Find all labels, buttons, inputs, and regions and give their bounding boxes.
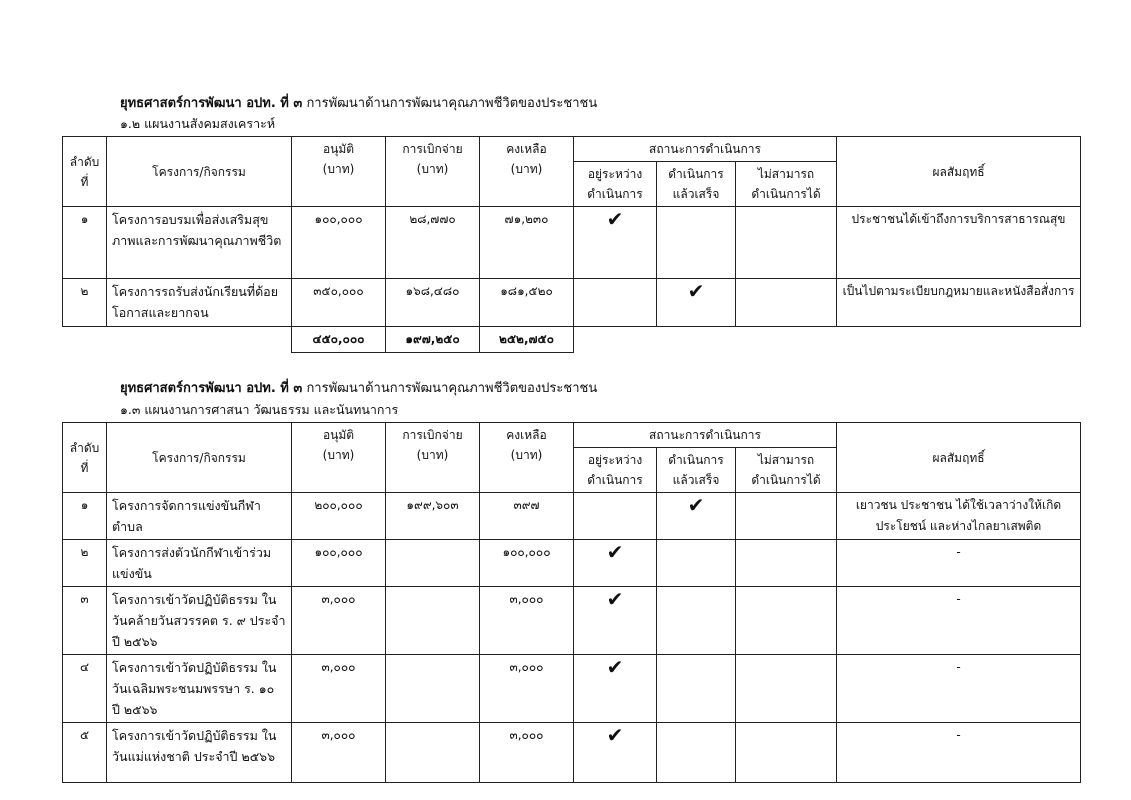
project-name: โครงการเข้าวัดปฏิบัติธรรม ในวันเฉลิมพระชนมพรรษา ร. ๑๐ ปี ๒๕๖๖	[107, 655, 292, 723]
col-completed: ดำเนินการ แล้วเสร็จ	[657, 448, 736, 493]
result: ประชาชนได้เข้าถึงการบริการสาธารณสุข	[837, 207, 1081, 279]
status-completed	[657, 723, 736, 783]
status-completed	[657, 207, 736, 279]
col-result: ผลสัมฤทธิ์	[837, 137, 1081, 207]
section2-title-rest: การพัฒนาด้านการพัฒนาคุณภาพชีวิตของประชาชน	[306, 381, 598, 396]
status-unable	[736, 723, 837, 783]
disbursed-amount	[386, 655, 480, 723]
table-social-welfare	[62, 136, 1081, 353]
col-status: สถานะการดำเนินการ	[574, 423, 837, 448]
project-name: โครงการส่งตัวนักกีฬาเข้าร่วมแข่งขัน	[107, 540, 292, 587]
row-number: ๔	[63, 655, 107, 723]
table-religion-culture	[62, 422, 1081, 783]
approved-amount: ๓๕๐,๐๐๐	[292, 279, 386, 327]
project-name: โครงการเข้าวัดปฏิบัติธรรม ในวันคล้ายวันสวรรคต ร. ๙ ประจำปี ๒๕๖๖	[107, 587, 292, 655]
remaining-amount: ๗๑,๒๓๐	[480, 207, 574, 279]
approved-amount: ๑๐๐,๐๐๐	[292, 540, 386, 587]
col-result: ผลสัมฤทธิ์	[837, 423, 1081, 493]
col-status: สถานะการดำเนินการ	[574, 137, 837, 162]
project-name: โครงการรถรับส่งนักเรียนที่ด้อยโอกาสและยากจน	[107, 279, 292, 327]
checkmark-icon: ✔	[606, 207, 624, 231]
checkmark-icon: ✔	[687, 493, 705, 517]
status-in-progress	[574, 587, 657, 655]
table-row	[63, 723, 1081, 783]
result: -	[837, 540, 1081, 587]
section1-heading	[120, 92, 597, 113]
status-unable	[736, 207, 837, 279]
project-name: โครงการเข้าวัดปฏิบัติธรรม ในวันแม่แห่งชาติ ประจำปี ๒๕๖๖	[107, 723, 292, 783]
status-completed	[657, 279, 736, 327]
remaining-amount: ๓,๐๐๐	[480, 655, 574, 723]
checkmark-icon: ✔	[687, 279, 705, 303]
total-spacer-right	[574, 327, 1081, 353]
approved-amount: ๓,๐๐๐	[292, 587, 386, 655]
checkmark-icon: ✔	[606, 587, 624, 611]
status-in-progress	[574, 493, 657, 540]
approved-amount: ๓,๐๐๐	[292, 723, 386, 783]
total-row	[63, 327, 1081, 353]
remaining-amount: ๓,๐๐๐	[480, 587, 574, 655]
checkmark-icon: ✔	[606, 655, 624, 679]
table-row	[63, 540, 1081, 587]
row-number: ๕	[63, 723, 107, 783]
checkmark-icon: ✔	[606, 540, 624, 564]
result: -	[837, 723, 1081, 783]
col-disbursed: การเบิกจ่าย (บาท)	[386, 423, 480, 493]
section2-heading	[120, 377, 597, 398]
col-project: โครงการ/กิจกรรม	[107, 423, 292, 493]
status-unable	[736, 587, 837, 655]
col-unable: ไม่สามารถ ดำเนินการได้	[736, 162, 837, 207]
status-completed	[657, 587, 736, 655]
remaining-amount: ๓๙๗	[480, 493, 574, 540]
result: -	[837, 655, 1081, 723]
total-remaining: ๒๕๒,๗๕๐	[480, 327, 574, 353]
approved-amount: ๓,๐๐๐	[292, 655, 386, 723]
approved-amount: ๒๐๐,๐๐๐	[292, 493, 386, 540]
status-unable	[736, 540, 837, 587]
status-in-progress	[574, 279, 657, 327]
project-name: โครงการอบรมเพื่อส่งเสริมสุขภาพและการพัฒนาคุณภาพชีวิต	[107, 207, 292, 279]
col-in-progress: อยู่ระหว่าง ดำเนินการ	[574, 162, 657, 207]
total-spacer	[63, 327, 292, 353]
table-row	[63, 279, 1081, 327]
disbursed-amount: ๑๖๘,๔๘๐	[386, 279, 480, 327]
col-project: โครงการ/กิจกรรม	[107, 137, 292, 207]
checkmark-icon: ✔	[606, 723, 624, 747]
col-completed: ดำเนินการ แล้วเสร็จ	[657, 162, 736, 207]
section2-title-bold: ยุทธศาสตร์การพัฒนา อปท. ที่ ๓	[120, 381, 303, 396]
disbursed-amount	[386, 587, 480, 655]
status-in-progress	[574, 540, 657, 587]
approved-amount: ๑๐๐,๐๐๐	[292, 207, 386, 279]
disbursed-amount	[386, 723, 480, 783]
status-in-progress	[574, 723, 657, 783]
row-number: ๓	[63, 587, 107, 655]
col-remaining: คงเหลือ (บาท)	[480, 423, 574, 493]
status-completed	[657, 540, 736, 587]
disbursed-amount: ๒๘,๗๗๐	[386, 207, 480, 279]
row-number: ๑	[63, 207, 107, 279]
result: -	[837, 587, 1081, 655]
status-in-progress	[574, 655, 657, 723]
table-row	[63, 207, 1081, 279]
result: เยาวชน ประชาชน ได้ใช้เวลาว่างให้เกิดประโยชน์ และห่างไกลยาเสพติด	[837, 493, 1081, 540]
col-disbursed: การเบิกจ่าย (บาท)	[386, 137, 480, 207]
remaining-amount: ๑๐๐,๐๐๐	[480, 540, 574, 587]
disbursed-amount	[386, 540, 480, 587]
remaining-amount: ๑๘๑,๕๒๐	[480, 279, 574, 327]
status-unable	[736, 493, 837, 540]
disbursed-amount: ๑๙๙,๖๐๓	[386, 493, 480, 540]
project-name: โครงการจัดการแข่งขันกีฬาตำบล	[107, 493, 292, 540]
col-unable: ไม่สามารถ ดำเนินการได้	[736, 448, 837, 493]
status-completed	[657, 655, 736, 723]
row-number: ๑	[63, 493, 107, 540]
section1-title-bold: ยุทธศาสตร์การพัฒนา อปท. ที่ ๓	[120, 96, 303, 111]
status-unable	[736, 655, 837, 723]
status-in-progress	[574, 207, 657, 279]
status-completed	[657, 493, 736, 540]
result: เป็นไปตามระเบียบกฎหมายและหนังสือสั่งการ	[837, 279, 1081, 327]
section2-plan: ๑.๓ แผนงานการศาสนา วัฒนธรรม และนันทนาการ	[120, 402, 399, 417]
remaining-amount: ๓,๐๐๐	[480, 723, 574, 783]
total-approved: ๔๕๐,๐๐๐	[292, 327, 386, 353]
table-row	[63, 655, 1081, 723]
table-row	[63, 587, 1081, 655]
table-row	[63, 493, 1081, 540]
section1-plan: ๑.๒ แผนงานสังคมสงเคราะห์	[120, 116, 276, 131]
row-number: ๒	[63, 279, 107, 327]
section1-title-rest: การพัฒนาด้านการพัฒนาคุณภาพชีวิตของประชาชน	[306, 96, 598, 111]
row-number: ๒	[63, 540, 107, 587]
col-no: ลำดับ ที่	[63, 137, 107, 207]
col-remaining: คงเหลือ (บาท)	[480, 137, 574, 207]
col-in-progress: อยู่ระหว่าง ดำเนินการ	[574, 448, 657, 493]
total-disbursed: ๑๙๗,๒๕๐	[386, 327, 480, 353]
status-unable	[736, 279, 837, 327]
col-approved: อนุมัติ (บาท)	[292, 423, 386, 493]
col-approved: อนุมัติ (บาท)	[292, 137, 386, 207]
col-no: ลำดับ ที่	[63, 423, 107, 493]
